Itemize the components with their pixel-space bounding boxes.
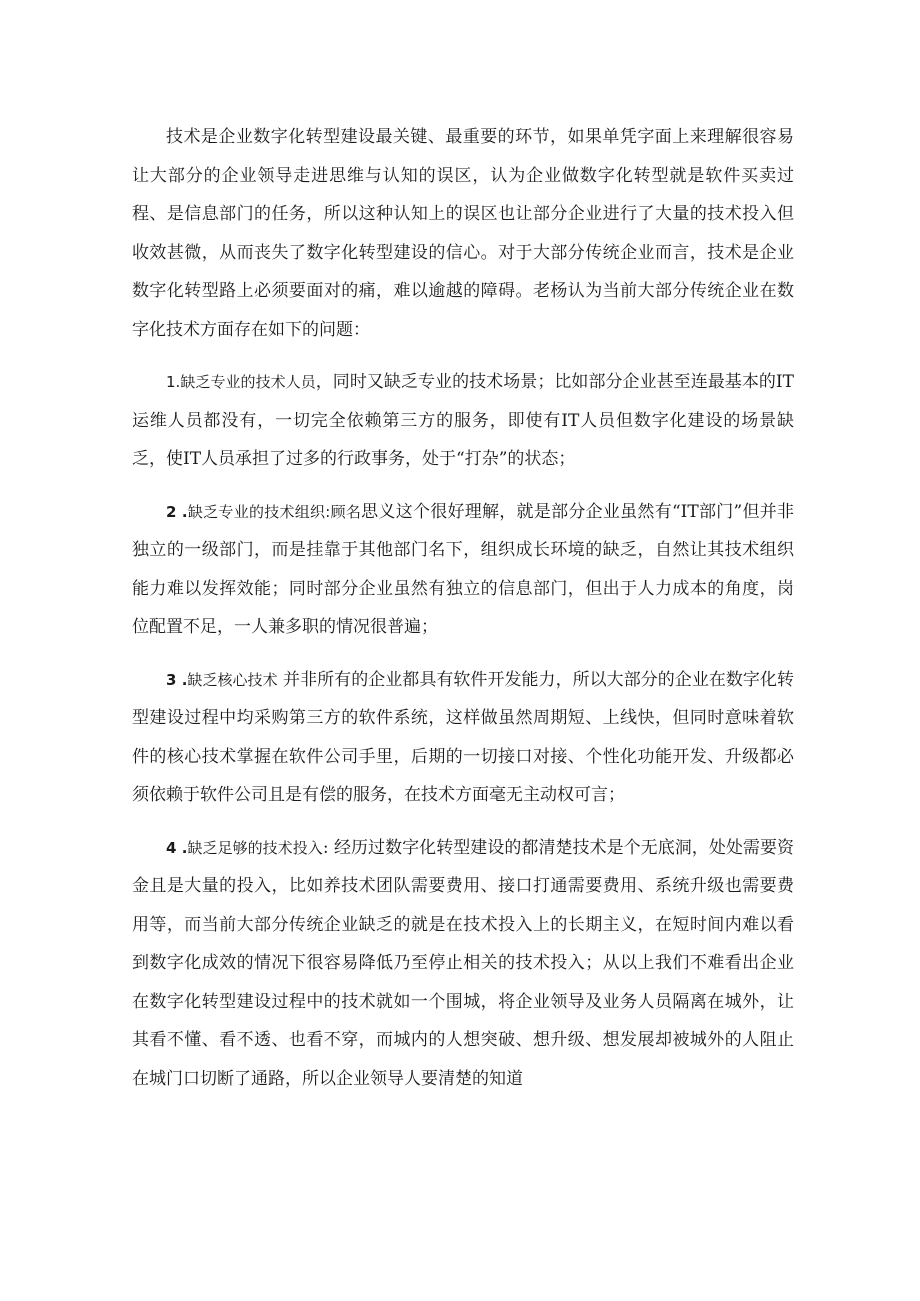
intro-paragraph: 技术是企业数字化转型建设最关键、最重要的环节，如果单凭字面上来理解很容易让大部分的企业领导走进思维与认知的误区，认为企业做数字化转型就是软件买卖过程、是信息部门的任务，所以这种认知上的误区也让部分企业进行了大量的技术投入但收效甚微，从而丧失了数字化转型建设的信心。对于大部分传统企业而言，技术是企业数字化转型路上必须要面对的痛，难以逾越的障碍。老杨认为当前大部分传统企业在数字化技术方面存在如下的问题： xyxy=(132,127,794,340)
item-4-title: 缺乏足够的技术投入 xyxy=(187,838,323,857)
item-2-title: 缺乏专业的技术组织:顾名 xyxy=(187,502,362,521)
item-4-number: 4 . xyxy=(166,838,188,857)
list-item-1 xyxy=(132,363,794,479)
item-2-body: 思义这个很好理解，就是部分企业虽然有“IT部门”但并非独立的一级部门，而是挂靠于其他部门名下，组织成长环境的缺乏，自然让其技术组织能力难以发挥效能；同时部分企业虽然有独立的信息部门，但出于人力成本的角度，岗位配置不足，一人兼多职的情况很普遍； xyxy=(132,501,794,637)
item-3-title: 缺乏核心技术 xyxy=(187,670,278,689)
list-item-3 xyxy=(132,661,794,815)
item-2-number: 2 . xyxy=(166,502,188,521)
document-body xyxy=(132,118,794,1098)
item-1-number: 1. xyxy=(166,373,181,391)
item-1-body: ，同时又缺乏专业的技术场景；比如部分企业甚至连最基本的IT运维人员都没有，一切完全依赖第三方的服务，即使有IT人员但数字化建设的场景缺乏，使IT人员承担了过多的行政事务，处于“打杂”的状态； xyxy=(132,372,794,469)
list-item-2 xyxy=(132,493,794,647)
item-1-title: 缺乏专业的技术人员 xyxy=(180,373,316,391)
item-4-body: : 经历过数字化转型建设的都清楚技术是个无底洞，处处需要资金且是大量的投入，比如养技术团队需要费用、接口打通需要费用、系统升级也需要费用等，而当前大部分传统企业缺乏的就是在技术投入上的长期主义，在短时间内难以看到数字化成效的情况下很容易降低乃至停止相关的技术投入；从以上我们不难看出企业在数字化转型建设过程中的技术就如一个围城，将企业领导及业务人员隔离在城外，让其看不懂、看不透、也看不穿，而城内的人想突破、想升级、想发展却被城外的人阻止在城门口切断了通路，所以企业领导人要清楚的知道 xyxy=(132,837,794,1089)
item-3-body: 并非所有的企业都具有软件开发能力，所以大部分的企业在数字化转型建设过程中均采购第三方的软件系统，这样做虽然周期短、上线快，但同时意味着软件的核心技术掌握在软件公司手里，后期的一切接口对接、个性化功能开发、升级都必须依赖于软件公司且是有偿的服务，在技术方面毫无主动权可言； xyxy=(132,669,794,805)
list-item-4 xyxy=(132,829,794,1099)
item-3-number: 3 . xyxy=(166,670,188,689)
